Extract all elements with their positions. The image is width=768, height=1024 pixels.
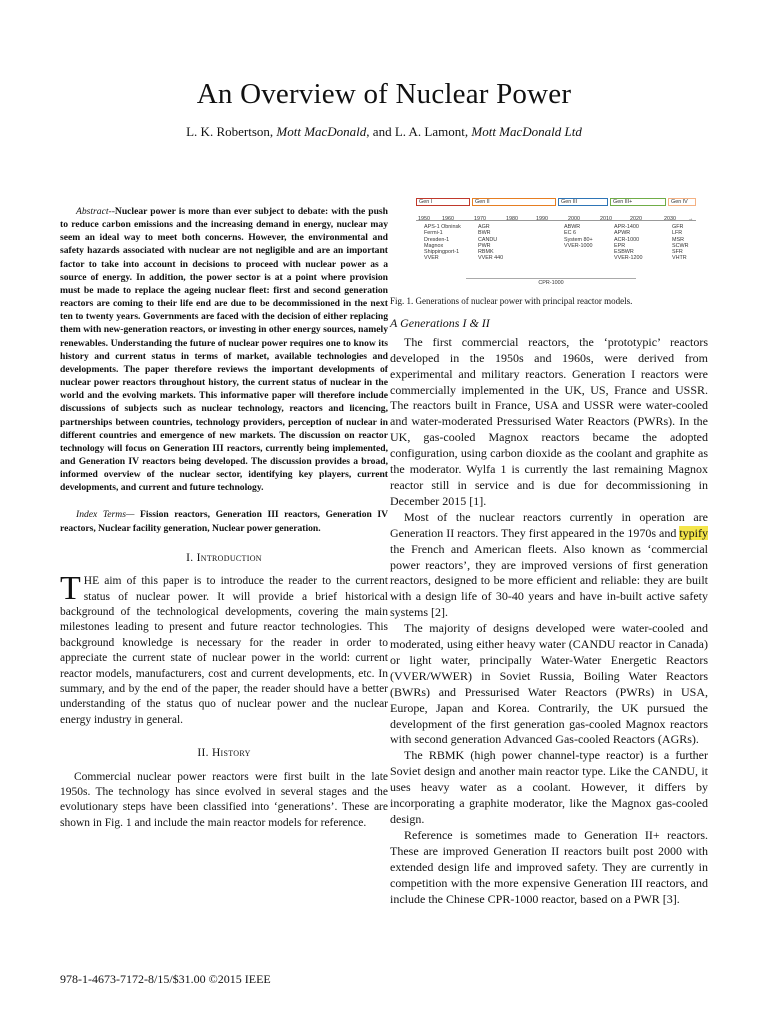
index-terms — [60, 508, 388, 534]
gen-i-box: Gen I — [416, 198, 470, 206]
timeline-axis — [416, 220, 696, 221]
affiliation-1: Mott MacDonald — [276, 124, 367, 139]
gen-ii-models: AGR BWR CANDU PWR RBMK VVER 440 — [478, 224, 504, 262]
year-label: → — [688, 216, 694, 222]
copyright-footer: 978-1-4673-7172-8/15/$31.00 ©2015 IEEE — [60, 972, 271, 986]
paragraph: Reference is sometimes made to Generation II+ reactors. These are improved Generation II reactors built post 2000 with extended design life and improved safety. They are currently in competition with the more expensive Generation III reactors, and include the Chinese CPR-1000 reactor, based on a PWR [3]. — [390, 827, 708, 906]
right-column — [390, 198, 708, 907]
paragraph: The majority of designs developed were water-cooled and moderated, using either heavy water (CANDU reactor in Canada) or light water, principally Water-Water Energetic Reactors (VVER/WWER) in Soviet Russia, Boiling Water Reactors (BWRs) and Pressurised Water Reactors (PWRs) in USA, Europe, Japan and Korea. Contrarily, the UK pursued the development of the first generation gas-cooled Magnox reactors with second generation Advanced Gas-cooled Reactors (AGRs). — [390, 621, 708, 747]
left-column — [60, 205, 388, 831]
drop-cap: T — [60, 570, 81, 608]
affiliation-2: Mott MacDonald Ltd — [471, 124, 582, 139]
intro-paragraph: THE aim of this paper is to introduce the reader to the current status of nuclear power. It will provide a brief historical background of the technological developments, covering the main milestones leading to present and future reactor technologies. This background knowledge is necessary for the reader in order to appreciate the current state of nuclear power in the world: current reactor models, manufacturers, cost and current developments, etc. In summary, and by the end of the paper, the reader should have a better understanding of the status quo of nuclear power and the nuclear energy industry in general. — [60, 570, 388, 726]
gen-iii-box: Gen III — [558, 198, 608, 206]
gen-iv-box: Gen IV — [668, 198, 696, 206]
year-label: 1960 — [442, 216, 454, 222]
highlighted-word: typify — [679, 525, 709, 540]
abstract-text: Nuclear power is more than ever subject to debate: with the push to reduce carbon emissions and the increasing demand in energy, nuclear may seem an ideal way to meet both concerns. However, the environmental and safety hazards associated with nuclear are not negligible and are an important factor to take into account in decisions to proceed with nuclear power as a source of energy. In addition, the power sector is at a point where provision must be made to replace the ageing nuclear fleet: first and second generation reactors are coming to their life end are due to be decommissioned in the next ten to twenty years. Governments are faced with the decision of either replacing them with new-generation reactors, or investing in other energy sources, namely renewables. Understanding the future of nuclear power requires one to know its history and current status in terms of market, available technologies and developments. The paper therefore reviews the important developments of nuclear power reactors throughout history, the current status of nuclear in the world and the evolving markets. This informative paper will therefore include discussions of subjects such as nuclear technology, reactors and licencing, partnerships between countries, technology providers, perception of nuclear in different countries and emergence of new markets. The discussion on reactor technology will focus on Generation III reactors, currently being implemented, and Generation IV reactors being developed. The discussion provides a broad, informed overview of the nuclear sector, identifying key players, current developments, and current and future technology. — [60, 206, 388, 494]
year-label: 2030 — [664, 216, 676, 222]
paragraph: The first commercial reactors, the ‘prototypic’ reactors developed in the 1950s and 1960s, were derived from experimental and military reactors. Generation I reactors were commercially implemented in the UK, US, France and USSR. The reactors built in France, USA and USSR were water-cooled and water-moderated Pressurised Water Reactors (PWRs). In the UK, gas-cooled Magnox reactors became the adopted configuration, using carbon dioxide as the coolant and graphite as the moderator. Wylfa 1 is currently the last remaining Magnox reactor still in service and is due for decommissioning in December 2015 [1]. — [390, 334, 708, 508]
year-label: 1970 — [474, 216, 486, 222]
gen-ii-box: Gen II — [472, 198, 556, 206]
index-terms-label: Index Terms— — [76, 509, 135, 521]
cpr-1000-bar: CPR-1000 — [466, 278, 636, 288]
figure-generations — [416, 198, 696, 288]
year-label: 1980 — [506, 216, 518, 222]
abstract-label: Abstract-- — [76, 206, 115, 217]
gen-iii-plus-models: APR-1400 APWR ACR-1000 EPR ESBWR VVER-1200 — [614, 224, 643, 262]
gen-iii-models: ABWR EC 6 System 80+ VVER-1000 — [564, 224, 593, 249]
gen-i-models: APS-1 Obninsk Fermi-1 Dresden-1 Magnox Shippingport-1 VVER — [424, 224, 461, 262]
author-2: , and L. A. Lamont, — [366, 124, 472, 139]
year-label: 2010 — [600, 216, 612, 222]
paragraph: The RBMK (high power channel-type reactor) is a further Soviet design and another main reactor type. Like the CANDU, it uses heavy water as a coolant. However, it differs by incorporating a graphite moderator, like the Magnox gas-cooled design. — [390, 748, 708, 826]
abstract — [60, 205, 388, 494]
year-label: 2000 — [568, 216, 580, 222]
history-paragraph: Commercial nuclear power reactors were first built in the late 1950s. The technology has since evolved in several stages and the evolutionary steps have been classified into ‘generations’. These are shown in Fig. 1 and include the main reactor models for reference. — [60, 770, 388, 829]
subsection-heading: A Generations I & II — [390, 315, 490, 330]
paragraph: Most of the nuclear reactors currently in operation are Generation II reactors. They first appeared in the 1970s and typify the French and American fleets. Also known as ‘commercial power reactors’, they are improved versions of first generation reactors, designed to be more efficient and reliable: they are built with a design life of 30-40 years and have in-built active safety systems [2]. — [390, 509, 709, 620]
section-heading-history: II. History — [197, 747, 251, 760]
year-label: 1990 — [536, 216, 548, 222]
gen-iii-plus-box: Gen III+ — [610, 198, 666, 206]
year-label: 1950 — [418, 216, 430, 222]
index-terms-text: Fission reactors, Generation III reactors, Generation IV reactors, Nuclear facility generation, Nuclear power generation. — [60, 509, 389, 534]
year-label: 2020 — [630, 216, 642, 222]
author-1: L. K. Robertson, — [186, 124, 277, 139]
figure-caption: Fig. 1. Generations of nuclear power with principal reactor models. — [390, 296, 633, 306]
paper-title: An Overview of Nuclear Power — [196, 78, 572, 110]
section-heading-introduction: I. Introduction — [186, 551, 262, 564]
author-line — [0, 124, 768, 140]
gen-iv-models: GFR LFR MSR SCWR SFR VHTR — [672, 224, 689, 262]
